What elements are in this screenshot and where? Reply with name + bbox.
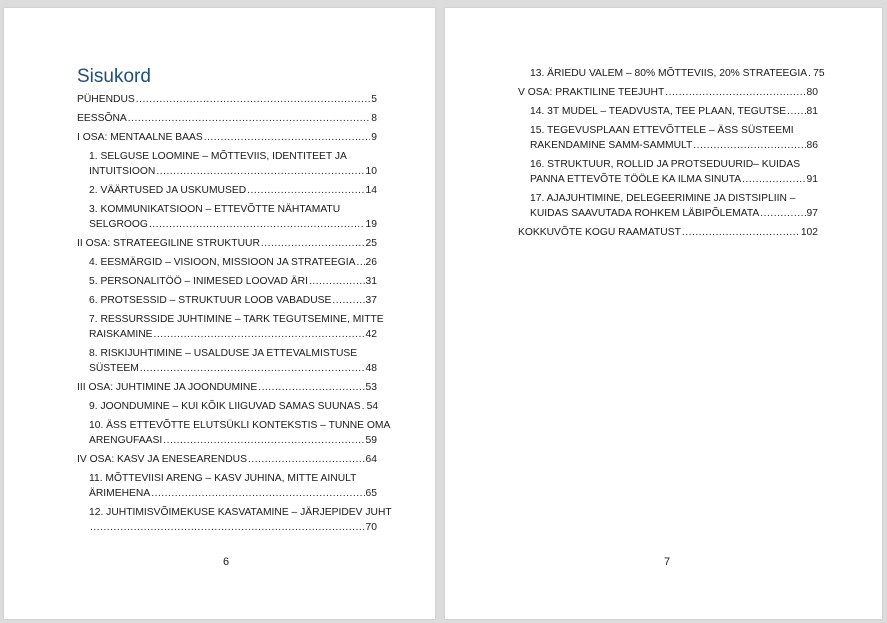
- toc-list-right: [518, 66, 825, 244]
- toc-part-entry[interactable]: [77, 452, 377, 467]
- dot-leader: [665, 85, 805, 100]
- dot-leader: [90, 520, 365, 535]
- dot-leader: [128, 111, 370, 126]
- toc-page-number: 42: [365, 329, 377, 340]
- toc-page-number: 26: [365, 257, 377, 268]
- toc-page-number: 91: [806, 174, 818, 185]
- toc-page-number: 14: [365, 185, 377, 196]
- dot-leader: [787, 104, 805, 119]
- toc-entry-title: II OSA: STRATEEGILINE STRUKTUUR: [77, 238, 260, 249]
- toc-chapter-entry[interactable]: [518, 104, 818, 119]
- dot-leader: [247, 183, 364, 198]
- toc-page-number: 70: [365, 522, 377, 533]
- toc-entry-title: V OSA: PRAKTILINE TEEJUHT: [518, 87, 665, 98]
- toc-page-number: 86: [806, 140, 818, 151]
- toc-entry-title-line: 3. KOMMUNIKATSIOON – ETTEVÕTTE NÄHTAMATU: [89, 204, 341, 215]
- dot-leader: [332, 293, 364, 308]
- dot-leader: [204, 130, 371, 145]
- toc-entry-title: INTUITSIOON: [89, 166, 156, 177]
- dot-leader: [309, 274, 365, 289]
- toc-part-entry[interactable]: [77, 236, 377, 251]
- toc-entry-title: SÜSTEEM: [89, 363, 139, 374]
- dot-leader: [136, 92, 370, 107]
- toc-chapter-entry[interactable]: [77, 274, 377, 289]
- dot-leader: [693, 138, 805, 153]
- toc-list-left: [77, 92, 392, 539]
- dot-leader: [682, 225, 800, 240]
- toc-chapter-entry[interactable]: [77, 418, 391, 448]
- dot-leader: [140, 361, 365, 376]
- toc-entry-title: RAKENDAMINE SAMM-SAMMULT: [530, 140, 693, 151]
- toc-page-number: 5: [371, 94, 377, 105]
- toc-chapter-entry[interactable]: [77, 399, 377, 414]
- toc-page-number: 25: [365, 238, 377, 249]
- toc-page-number: 48: [365, 363, 377, 374]
- toc-entry-title: PÜHENDUS: [77, 94, 135, 105]
- toc-part-entry[interactable]: [77, 92, 377, 107]
- dot-leader: [362, 399, 366, 414]
- toc-part-entry[interactable]: [77, 111, 377, 126]
- toc-page-number: 65: [365, 488, 377, 499]
- toc-chapter-entry[interactable]: [518, 157, 818, 187]
- page-number-right: 7: [664, 556, 671, 568]
- toc-entry-title-line: 11. MÕTTEVIISI ARENG – KASV JUHINA, MITTE AINULT: [89, 473, 357, 484]
- dot-leader: [149, 217, 365, 232]
- dot-leader: [356, 255, 364, 270]
- toc-entry-title: 4. EESMÄRGID – VISIOON, MISSIOON JA STRATEEGIA: [89, 257, 356, 268]
- toc-page-number: 9: [371, 132, 377, 143]
- dot-leader: [261, 236, 365, 251]
- toc-part-entry[interactable]: [77, 130, 377, 145]
- toc-entry-title-line: 16. STRUKTUUR, ROLLID JA PROTSEDUURID– KUIDAS: [530, 159, 801, 170]
- dot-leader: [258, 380, 364, 395]
- toc-chapter-entry[interactable]: [77, 255, 377, 270]
- toc-entry-title: IV OSA: KASV JA ENESEARENDUS: [77, 454, 247, 465]
- toc-page-number: 10: [365, 166, 377, 177]
- toc-page-number: 59: [365, 435, 377, 446]
- dot-leader: [154, 327, 365, 342]
- dot-leader: [760, 206, 805, 221]
- toc-page-number: 8: [371, 113, 377, 124]
- toc-entry-title-line: 7. RESSURSSIDE JUHTIMINE – TARK TEGUTSEMINE, MITTE: [89, 314, 384, 325]
- toc-chapter-entry[interactable]: [77, 149, 377, 179]
- toc-chapter-entry[interactable]: [518, 123, 818, 153]
- toc-entry-title: ÄRIMEHENA: [89, 488, 151, 499]
- toc-chapter-entry[interactable]: [77, 293, 377, 308]
- toc-entry-title-line: 1. SELGUSE LOOMINE – MÕTTEVIIS, IDENTITEET JA: [89, 151, 347, 162]
- dot-leader: [151, 486, 364, 501]
- toc-entry-title: I OSA: MENTAALNE BAAS: [77, 132, 203, 143]
- dot-leader: [248, 452, 365, 467]
- page-number-left: 6: [223, 556, 230, 568]
- dot-leader: [742, 172, 805, 187]
- toc-entry-title-line: 15. TEGEVUSPLAAN ETTEVÕTTELE – ÄSS SÜSTEEMI: [530, 125, 794, 136]
- toc-page-number: 81: [806, 106, 818, 117]
- dot-leader: [808, 66, 812, 81]
- dot-leader: [156, 164, 364, 179]
- toc-page-number: 53: [365, 382, 377, 393]
- toc-entry-title: EESSÕNA: [77, 113, 127, 124]
- toc-page-number: 80: [806, 87, 818, 98]
- dot-leader: [163, 433, 364, 448]
- toc-part-entry[interactable]: [518, 225, 818, 240]
- toc-entry-title: RAISKAMINE: [89, 329, 153, 340]
- toc-chapter-entry[interactable]: [77, 346, 377, 376]
- toc-page-number: 54: [366, 401, 379, 412]
- toc-page-number: 64: [365, 454, 377, 465]
- toc-entry-title: 9. JOONDUMINE – KUI KÕIK LIIGUVAD SAMAS SUUNAS: [89, 401, 361, 412]
- toc-entry-title: KUIDAS SAAVUTADA ROHKEM LÄBIPÕLEMATA: [530, 208, 760, 219]
- toc-page-number: 97: [806, 208, 818, 219]
- toc-entry-title-line: 17. AJAJUHTIMINE, DELEGEERIMINE JA DISTSIPLIIN –: [530, 193, 796, 204]
- left-page: [4, 8, 435, 619]
- toc-part-entry[interactable]: [518, 85, 818, 100]
- toc-page-number: 102: [800, 227, 818, 238]
- toc-entry-title: SELGROOG: [89, 219, 148, 230]
- toc-page-number: 75: [813, 68, 825, 79]
- right-page: [445, 8, 882, 619]
- toc-chapter-entry[interactable]: [77, 202, 377, 232]
- toc-chapter-entry[interactable]: [77, 312, 384, 342]
- toc-entry-title: 14. 3T MUDEL – TEADVUSTA, TEE PLAAN, TEGUTSE: [530, 106, 787, 117]
- toc-page-number: 37: [365, 295, 377, 306]
- toc-part-entry[interactable]: [77, 380, 377, 395]
- toc-chapter-entry[interactable]: [518, 66, 825, 81]
- toc-entry-title: PANNA ETTEVÕTE TÖÖLE KA ILMA SINUTA: [530, 174, 742, 185]
- toc-chapter-entry[interactable]: [77, 183, 377, 198]
- toc-entry-title-line: 8. RISKIJUHTIMINE – USALDUSE JA ETTEVALMISTUSE: [89, 348, 358, 359]
- toc-page-number: 19: [365, 219, 377, 230]
- toc-entry-title-line: 10. ÄSS ETTEVÕTTE ELUTSÜKLI KONTEKSTIS – TUNNE OMA: [89, 420, 391, 431]
- toc-entry-title: ARENGUFAASI: [89, 435, 163, 446]
- toc-title: Sisukord: [77, 66, 151, 87]
- toc-page-number: 31: [365, 276, 377, 287]
- toc-chapter-entry[interactable]: [77, 471, 377, 501]
- toc-entry-title: 6. PROTSESSID – STRUKTUUR LOOB VABADUSE: [89, 295, 332, 306]
- toc-entry-title: 5. PERSONALITÖÖ – INIMESED LOOVAD ÄRI: [89, 276, 308, 287]
- toc-entry-title: 2. VÄÄRTUSED JA USKUMUSED: [89, 185, 247, 196]
- toc-entry-title: III OSA: JUHTIMINE JA JOONDUMINE: [77, 382, 258, 393]
- toc-chapter-entry[interactable]: [77, 505, 392, 535]
- toc-entry-title: KOKKUVÕTE KOGU RAAMATUST: [518, 227, 681, 238]
- toc-entry-title-line: 12. JUHTIMISVÕIMEKUSE KASVATAMINE – JÄRJEPIDEV JUHT: [89, 507, 392, 518]
- toc-chapter-entry[interactable]: [518, 191, 818, 221]
- toc-entry-title: 13. ÄRIEDU VALEM – 80% MÕTTEVIIS, 20% STRATEEGIA: [530, 68, 808, 79]
